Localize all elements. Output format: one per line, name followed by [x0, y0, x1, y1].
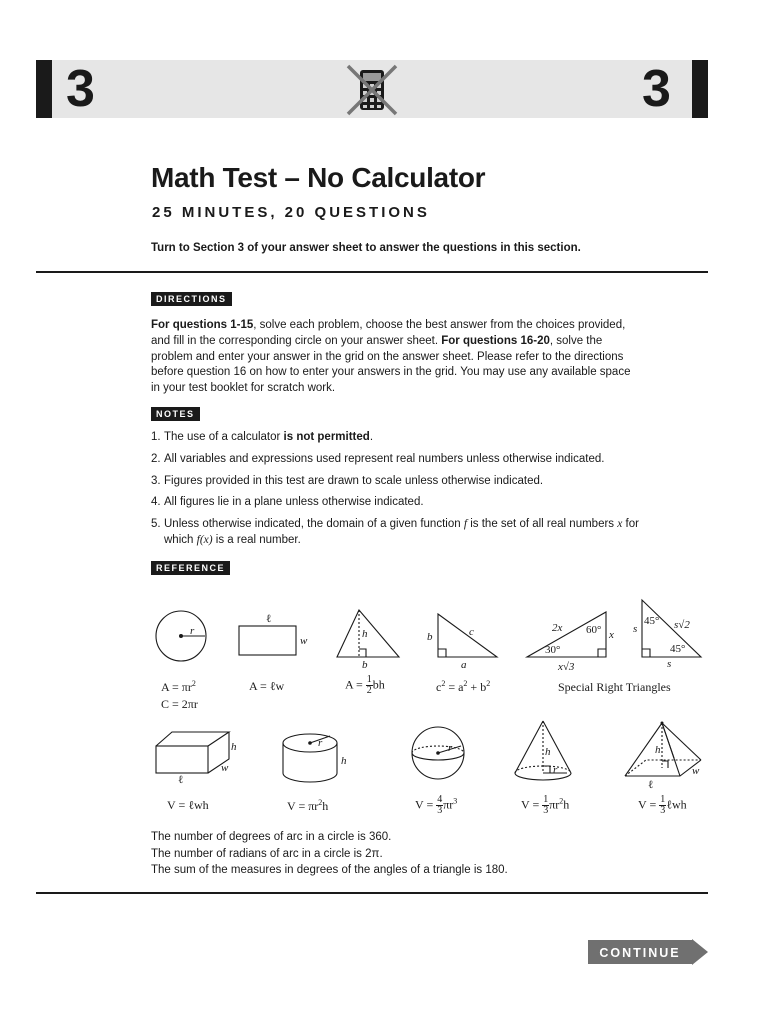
note-number: 3.: [151, 474, 161, 487]
formula-text: A = πr: [161, 680, 192, 694]
fraction-den: 2: [366, 685, 372, 696]
formula-exp: 2: [191, 679, 196, 688]
tri-30-long-label: x√3: [558, 661, 575, 673]
pyramid-w-label: w: [692, 765, 700, 777]
formula-text: A =: [345, 677, 366, 692]
note-text: Figures provided in this test are drawn to scale unless otherwise indicated.: [164, 474, 544, 487]
note-text: All variables and expressions used represent real numbers unless otherwise indicated.: [164, 452, 605, 465]
directions-bold-1: For questions 1-15: [151, 319, 254, 331]
section-number-right: 3: [642, 60, 671, 118]
section-bar-right: [692, 60, 708, 118]
tri-30-short-label: x: [609, 629, 614, 641]
directions-text-2: , solve the problem and enter your answer in the grid on the answer sheet. Please refer to the directions before question 16 on how to enter your answers in the grid. You may use any available space in your test booklet for scratch work.: [151, 334, 631, 395]
section-header-band: [36, 60, 708, 118]
continue-label: CONTINUE: [599, 946, 681, 960]
sphere-r-label: r: [448, 742, 453, 754]
sphere-volume-formula: [415, 795, 457, 816]
formula-exp: 2: [486, 679, 491, 688]
rect-l-label: ℓ: [266, 613, 272, 625]
rect-w-label: w: [300, 635, 308, 647]
cylinder-r-label: r: [318, 737, 323, 749]
formula-exp: 2: [318, 798, 323, 807]
notes-label: NOTES: [151, 407, 200, 421]
tri-45-bottom-label: 45°: [670, 643, 686, 655]
right-tri-b-label: b: [427, 631, 433, 643]
note-number: 1.: [151, 431, 161, 443]
cone-h-label: h: [545, 746, 551, 758]
fact-line: The number of degrees of arc in a circle is 360.: [151, 831, 392, 843]
formula-text: πr: [549, 797, 560, 812]
formula-text: = a: [445, 680, 464, 694]
formula-text: ℓwh: [666, 797, 687, 812]
continue-arrow: [588, 939, 708, 965]
divider-top: [36, 271, 708, 273]
fraction-num: 1: [543, 794, 549, 805]
notes-list: [151, 430, 671, 554]
cone-figure: [515, 721, 571, 780]
formula-text: bh: [372, 677, 385, 692]
formula-text: V =: [415, 797, 437, 812]
tri-30-hyp-label: 2x: [552, 622, 563, 634]
fact-line: The sum of the measures in degrees of the angles of a triangle is 180.: [151, 864, 508, 876]
box-figure: [156, 732, 229, 773]
note-item: [151, 517, 671, 548]
directions-bold-2: For questions 16-20: [441, 334, 550, 347]
note-text: is the set of all real numbers: [467, 518, 618, 531]
fact-line: The number of radians of arc in a circle is 2π.: [151, 847, 383, 860]
formula-text: h: [322, 799, 329, 813]
note-item: [151, 452, 671, 468]
divider-bottom: [36, 892, 708, 894]
note-text: is a real number.: [212, 533, 301, 546]
circle-area-formula: [161, 679, 196, 695]
formula-exp: 2: [559, 796, 564, 806]
section-number-left: 3: [66, 60, 95, 118]
cylinder-volume-formula: [287, 798, 328, 814]
directions-label: DIRECTIONS: [151, 292, 232, 306]
reference-figures: [0, 590, 768, 820]
right-tri-c-label: c: [469, 626, 474, 638]
directions-text: [151, 318, 631, 397]
formula-text: h: [563, 797, 570, 812]
note-item: [151, 430, 671, 446]
note-var: f: [196, 533, 200, 546]
note-text: for which: [164, 518, 639, 546]
fraction-num: 1: [366, 674, 372, 685]
note-text: All figures lie in a plane unless otherwise indicated.: [164, 496, 424, 509]
formula-text: V =: [521, 797, 543, 812]
rectangle-figure: [239, 626, 296, 655]
box-w-label: w: [221, 762, 229, 774]
special-triangles-caption: Special Right Triangles: [558, 680, 671, 694]
pyramid-h-label: h: [655, 744, 661, 756]
fraction-den: 3: [660, 805, 666, 816]
note-item: [151, 474, 671, 490]
reference-label: REFERENCE: [151, 561, 230, 575]
circle-r-label: r: [190, 625, 195, 637]
tri-45-top-label: 45°: [644, 615, 660, 627]
formula-exp: 2: [463, 679, 468, 688]
formula-exp: 2: [441, 679, 446, 688]
directions-text-1: , solve each problem, choose the best answer from the choices provided, and fill in the corresponding circle on your answer sheet.: [151, 319, 626, 347]
circle-circumference-formula: C = 2πr: [161, 697, 198, 711]
fraction-num: 1: [660, 794, 666, 805]
formula-text: V =: [638, 797, 660, 812]
pyramid-l-label: ℓ: [648, 779, 654, 791]
tri-45-side-left: s: [633, 623, 638, 635]
cone-volume-formula: [521, 795, 569, 816]
note-text: .: [369, 431, 374, 443]
section-bar-left: [36, 60, 52, 118]
right-tri-a-label: a: [461, 659, 467, 671]
reference-facts: [151, 829, 508, 879]
note-text: Unless otherwise indicated, the domain of a given function: [164, 518, 464, 531]
note-item: [151, 495, 671, 511]
note-var: x: [617, 518, 623, 531]
triangle-figure: [337, 610, 399, 657]
note-bold: is not permitted: [283, 431, 370, 443]
tri-45-hyp-label: s√2: [674, 619, 690, 631]
box-l-label: ℓ: [178, 774, 184, 786]
formula-text: V = πr: [287, 799, 319, 813]
triangle-area-formula: [345, 675, 385, 696]
page-title: Math Test – No Calculator: [151, 162, 486, 193]
note-var: f: [463, 518, 468, 531]
note-number: 2.: [151, 452, 161, 465]
tri-30-angle-label: 30°: [545, 644, 561, 656]
pythagorean-formula: [436, 679, 490, 695]
note-text: The use of a calculator: [164, 431, 284, 443]
instruction-text: Turn to Section 3 of your answer sheet to answer the questions in this section.: [151, 242, 581, 254]
note-number: 5.: [151, 518, 161, 531]
pyramid-figure: [625, 723, 701, 776]
note-var: (x): [199, 533, 213, 546]
note-number: 4.: [151, 496, 161, 509]
fraction-den: 3: [543, 805, 549, 816]
calculator-prohibited-icon: [344, 64, 400, 116]
rect-area-formula: A = ℓw: [249, 679, 285, 693]
right-triangle-figure: [438, 614, 497, 657]
page-subtitle: 25 MINUTES, 20 QUESTIONS: [152, 204, 430, 221]
formula-exp: 3: [453, 796, 458, 806]
triangle-b-label: b: [362, 659, 368, 671]
cylinder-h-label: h: [341, 755, 347, 767]
triangle-h-label: h: [362, 628, 368, 640]
pyramid-volume-formula: [638, 795, 687, 816]
fraction-num: 4: [437, 794, 443, 805]
formula-text: + b: [467, 680, 487, 694]
formula-text: c: [436, 680, 442, 694]
tri-45-side-bottom: s: [667, 658, 672, 670]
cone-r-label: r: [553, 764, 558, 776]
fraction-den: 3: [437, 805, 443, 816]
formula-text: πr: [443, 797, 454, 812]
tri-60-angle-label: 60°: [586, 624, 602, 636]
box-h-label: h: [231, 741, 237, 753]
box-volume-formula: V = ℓwh: [167, 798, 209, 812]
fraction: [366, 675, 373, 696]
